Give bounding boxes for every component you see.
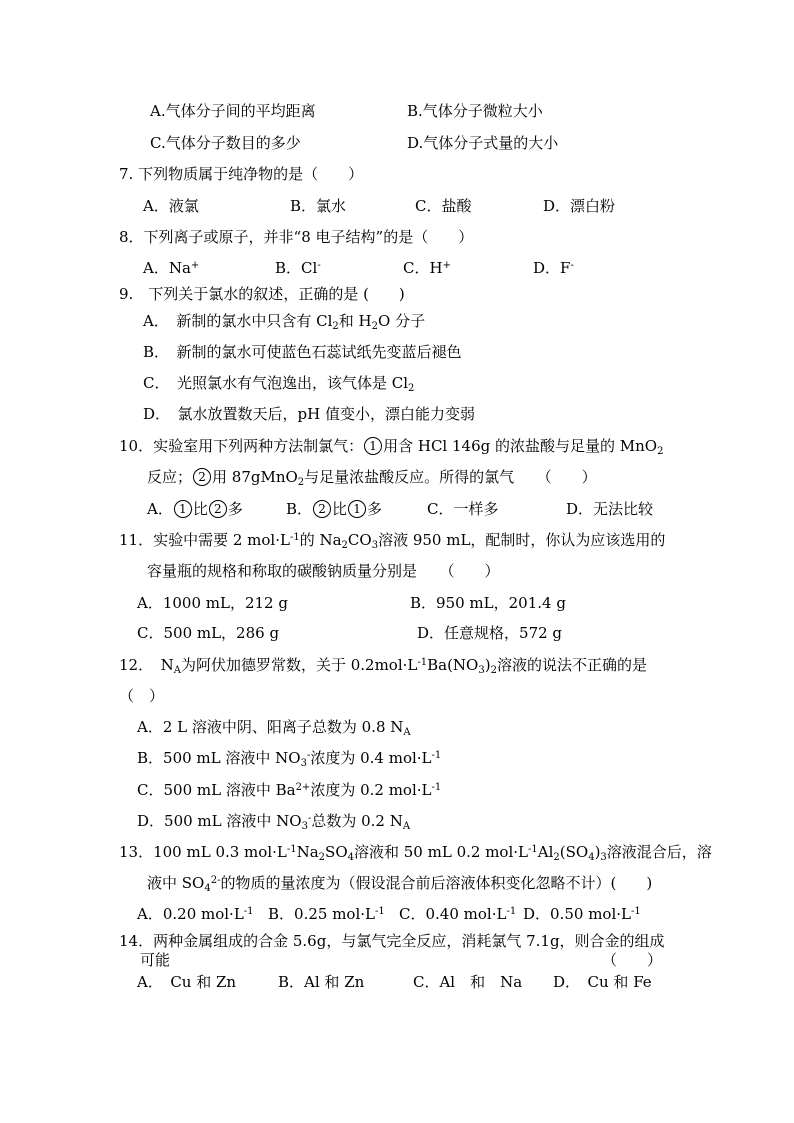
q11-option-d: D．任意规格，572 g xyxy=(417,624,563,642)
q13-option-c: C．0.40 $mol\cdot L^{-1}$ xyxy=(399,905,517,923)
q12-option-a: A．2 L 溶液中阴、阳离子总数为 0.8 $N_A$ xyxy=(137,718,411,738)
q14-answer-paren: （ ） xyxy=(602,951,663,969)
q7-option-c: C．盐酸 xyxy=(415,197,472,215)
q10-option-a: A． 1 比 2 多 xyxy=(147,500,243,518)
q14-stem-line-1: 14．两种金属组成的合金 5.6g，与氯气完全反应，消耗氯气 7.1g，则合金的组成 xyxy=(119,932,665,950)
q11-option-a: A．1000 mL，212 g xyxy=(137,594,288,612)
q12-stem-line-2: （ ） xyxy=(119,687,165,705)
q9-option-a: A． 新制的氯水中只含有 $Cl_2$和 $H_2O$ 分子 xyxy=(143,312,426,332)
q9-option-d: D． 氯水放置数天后，pH 值变小，漂白能力变弱 xyxy=(143,405,475,423)
q10-option-b: B． 2 比 1 多 xyxy=(286,500,383,518)
q6-option-c: C.气体分子数目的多少 xyxy=(150,134,301,152)
q12-option-d: D．500 mL 溶液中 $NO_3^-$总数为 0.2 $N_A$ xyxy=(137,812,411,832)
q14-option-d: D． Cu 和 Fe xyxy=(553,973,652,991)
q14-option-b: B．Al 和 Zn xyxy=(278,973,365,991)
q9-option-b: B． 新制的氯水可使蓝色石蕊试纸先变蓝后褪色 xyxy=(143,343,462,361)
q14-option-a: A． Cu 和 Zn xyxy=(137,973,237,991)
q11-stem-line-1: 11．实验中需要 2 $mol\cdot L^{-1}$的 $Na_2CO_3$溶液 950 mL，配制时，你认为应该选用的 xyxy=(119,531,666,551)
q6-option-d: D.气体分子式量的大小 xyxy=(407,134,559,152)
q8-option-b: B．Cl- xyxy=(275,259,321,277)
q6-option-a: A.气体分子间的平均距离 xyxy=(150,102,316,120)
q8-option-d: D．F- xyxy=(533,259,574,277)
q9-stem: 9. 下列关于氯水的叙述，正确的是 ( ) xyxy=(119,285,405,303)
q10-option-d: D．无法比较 xyxy=(566,500,654,518)
q7-stem: 7. 下列物质属于纯净物的是（ ） xyxy=(119,165,364,183)
q9-option-c: C． 光照氯水有气泡逸出，该气体是 $Cl_2$ xyxy=(143,374,415,394)
q7-option-d: D．漂白粉 xyxy=(543,197,616,215)
q8-stem: 8．下列离子或原子，并非“8 电子结构”的是（ ） xyxy=(119,228,474,246)
q14-stem-line-2: 可能 xyxy=(140,951,171,969)
q8-option-a: A．Na+ xyxy=(143,259,200,277)
q13-option-b: B．0.25 $mol\cdot L^{-1}$ xyxy=(268,905,385,923)
q13-stem-line-1: 13．100 mL 0.3 $mol\cdot L^{-1}Na_2SO_4$溶液和 50 mL 0.2 $mol\cdot L^{-1}Al_2(SO_4)_3$溶液混合后，溶 xyxy=(119,843,712,863)
q8-option-c: C．H+ xyxy=(403,259,451,277)
q11-option-c: C．500 mL，286 g xyxy=(137,624,280,642)
q10-stem-line-1: 10．实验室用下列两种方法制氯气： 1 用含 HCl 146g 的浓盐酸与足量的 MnO$_2$ xyxy=(119,437,664,457)
q14-option-c: C．Al 和 Na xyxy=(413,973,523,991)
q10-stem-line-2: 反应； 2 用 87gMnO$_2$与足量浓盐酸反应。所得的氯气 （ ） xyxy=(147,468,597,488)
q7-option-b: B．氯水 xyxy=(290,197,347,215)
q13-option-a: A．0.20 $mol\cdot L^{-1}$ xyxy=(137,905,254,923)
q12-stem-line-1: 12． $N_A$为阿伏加德罗常数，关于 $0.2mol\cdot L^{-1}Ba(NO_3)_2$溶液的说法不正确的是 xyxy=(119,656,647,676)
q12-option-b: B．500 mL 溶液中 $NO_3^-$浓度为 0.4 $mol\cdot L^{-1}$ xyxy=(137,749,442,769)
q11-stem-line-2: 容量瓶的规格和称取的碳酸钠质量分别是 （ ） xyxy=(147,562,500,580)
q6-option-b: B.气体分子微粒大小 xyxy=(407,102,543,120)
q11-option-b: B．950 mL，201.4 g xyxy=(410,594,566,612)
q10-option-c: C．一样多 xyxy=(427,500,499,518)
q12-option-c: C．500 mL 溶液中 $Ba^{2+}$浓度为 0.2 $mol\cdot L^{-1}$ xyxy=(137,781,442,799)
q7-option-a: A．液氯 xyxy=(143,197,199,215)
q13-option-d: D．0.50 $mol\cdot L^{-1}$ xyxy=(523,905,641,923)
q13-stem-line-2: 液中 $SO_4^{2-}$的物质的量浓度为（假设混合前后溶液体积变化忽略不计）( ) xyxy=(147,874,653,894)
